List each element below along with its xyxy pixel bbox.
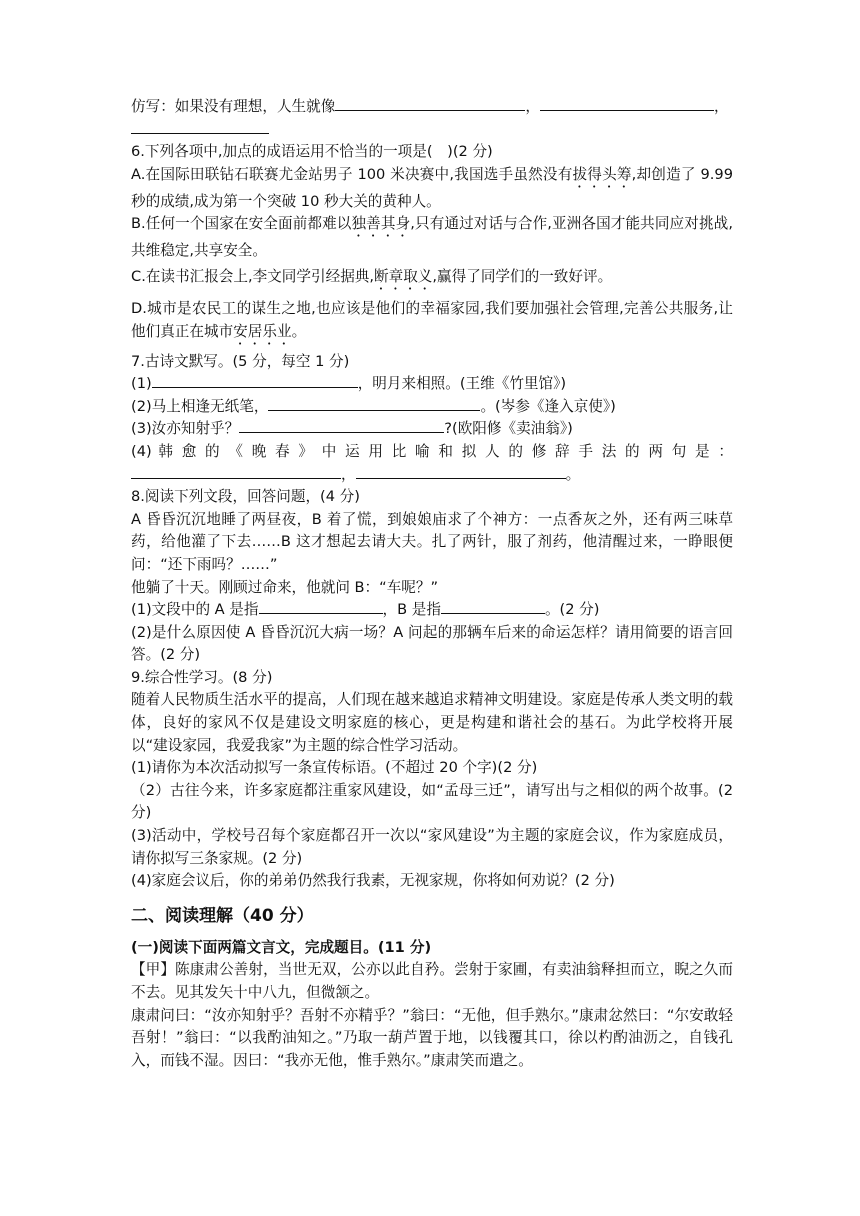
q9-sub-4: (4)家庭会议后，你的弟弟仍然我行我素，无视家规，你将如何劝说？(2 分) bbox=[131, 872, 615, 890]
line-text: (2)马上相逢无纸笔， bbox=[131, 397, 269, 415]
q6-option-d bbox=[131, 298, 733, 348]
option-text: 。 bbox=[291, 322, 307, 340]
imitation-comma: ， bbox=[713, 98, 729, 115]
imitation-line bbox=[131, 96, 733, 141]
line-text: ，明月来相照。(王维《竹里馆》) bbox=[357, 375, 567, 393]
q6-stem: 6.下列各项中,加点的成语运用不恰当的一项是( )(2 分) bbox=[131, 143, 493, 161]
q7-line-3 bbox=[131, 418, 733, 441]
q8-passage-2: 他躺了十天。刚顾过命来，他就问 B：“车呢？” bbox=[131, 578, 439, 596]
q6-option-a bbox=[131, 164, 733, 214]
answer-blank[interactable] bbox=[131, 119, 269, 134]
exam-page bbox=[131, 96, 733, 1072]
q8-passage-1: A 昏昏沉沉地睡了两昼夜，B 着了慌，到娘娘庙求了个神方：一点香灰之外，还有两三味草药，给他灌了下去……B 这才想起去请大夫。扎了两针，服了剂药，他清醒过来，一睁眼便问：“还下雨吗？……” bbox=[131, 510, 733, 573]
line-text: ?(欧阳修《卖油翁》) bbox=[444, 420, 573, 438]
line-text: 。 bbox=[565, 465, 581, 483]
q7-line-4: (4) 韩 愈 的 《 晚 春 》 中 运 用 比 喻 和 拟 人 的 修 辞 手 法 的 两 句 是 ： bbox=[131, 442, 733, 460]
imitation-comma: ， bbox=[525, 98, 540, 115]
dotted-idiom: 断章取义 bbox=[374, 267, 433, 285]
answer-blank[interactable] bbox=[259, 599, 383, 614]
option-text: A.在国际田联钻石联赛尤金站男子 100 米决赛中,我国选手虽然没有 bbox=[131, 165, 573, 183]
dotted-idiom: 安居乐业 bbox=[233, 322, 292, 340]
answer-blank[interactable] bbox=[131, 464, 341, 479]
answer-blank[interactable] bbox=[335, 96, 525, 111]
option-text: ,却创造了 9.99 秒的成绩,成为第一个突破 10 秒大关的黄种人。 bbox=[131, 165, 733, 210]
part-title: (一)阅读下面两篇文言文，完成题目。(11 分) bbox=[131, 938, 432, 956]
option-text: ,只有通过对话与合作,亚洲各国才能共同应对挑战,共维稳定,共享安全。 bbox=[131, 215, 733, 260]
answer-blank[interactable] bbox=[239, 418, 444, 433]
line-text: ， bbox=[341, 465, 356, 483]
q7-stem: 7.古诗文默写。(5 分，每空 1 分) bbox=[131, 352, 350, 370]
q7-line-5 bbox=[131, 464, 733, 487]
option-text: C.在读书汇报会上,李文同学引经据典, bbox=[131, 267, 375, 285]
q9-stem: 9.综合性学习。(8 分) bbox=[131, 668, 273, 686]
q6-option-c bbox=[131, 266, 733, 293]
passage-jia-2: 康肃问曰：“汝亦知射乎？吾射不亦精乎？”翁曰：“无他，但手熟尔。”康肃忿然曰：“尔安敢轻吾射！”翁曰：“以我酌油知之。”乃取一葫芦置于地，以钱覆其口，徐以杓酌油沥之，自钱孔入，而钱不湿。因曰：“我亦无他，惟手熟尔。”康肃笑而遣之。 bbox=[131, 1006, 733, 1069]
q9-sub-2: （2）古往今来，许多家庭都注重家风建设，如“孟母三迁”，请写出与之相似的两个故事。(2 分) bbox=[131, 781, 733, 822]
q6-option-b bbox=[131, 213, 733, 263]
option-text: ,赢得了同学们的一致好评。 bbox=[432, 267, 613, 285]
answer-blank[interactable] bbox=[152, 373, 358, 388]
option-text: B.任何一个国家在安全面前都难以 bbox=[131, 215, 352, 233]
line-text: 。(2 分) bbox=[544, 601, 600, 619]
imitation-prefix: 仿写：如果没有理想，人生就像 bbox=[131, 98, 336, 115]
line-text: 。(岑参《逢入京使》) bbox=[480, 397, 616, 415]
q8-stem: 8.阅读下列文段，回答问题，(4 分) bbox=[131, 488, 360, 506]
line-text: (3)汝亦知射乎？ bbox=[131, 420, 240, 438]
answer-blank[interactable] bbox=[356, 464, 566, 479]
line-text: (1) bbox=[131, 375, 152, 393]
dotted-idiom: 拔得头筹 bbox=[572, 165, 632, 183]
answer-blank[interactable] bbox=[268, 396, 480, 411]
answer-blank[interactable] bbox=[540, 96, 714, 111]
line-text: (1)文段中的 A 是指 bbox=[131, 601, 259, 619]
dotted-idiom: 独善其身 bbox=[351, 215, 411, 233]
q8-sub-2: (2)是什么原因使 A 昏昏沉沉大病一场？A 问起的那辆车后来的命运怎样？请用简要的语言回答。(2 分) bbox=[131, 623, 733, 664]
q7-line-1 bbox=[131, 373, 733, 396]
answer-blank[interactable] bbox=[441, 599, 545, 614]
line-text: ，B 是指 bbox=[382, 601, 441, 619]
q8-sub-1 bbox=[131, 599, 733, 622]
q9-intro: 随着人民物质生活水平的提高，人们现在越来越追求精神文明建设。家庭是传承人类文明的载体，良好的家风不仅是建设文明家庭的核心，更是构建和谐社会的基石。为此学校将开展以“建设家园，我爱我家”为主题的综合性学习活动。 bbox=[131, 691, 733, 754]
q9-sub-1: (1)请你为本次活动拟写一条宣传标语。(不超过 20 个字)(2 分) bbox=[131, 759, 538, 777]
q9-sub-3: (3)活动中，学校号召每个家庭都召开一次以“家风建设”为主题的家庭会议，作为家庭成员，请你拟写三条家规。(2 分) bbox=[131, 827, 733, 867]
passage-jia-1: 【甲】陈康肃公善射，当世无双，公亦以此自矜。尝射于家圃，有卖油翁释担而立，睨之久而不去。见其发矢十中八九，但微颔之。 bbox=[131, 961, 733, 1001]
section-title: 二、阅读理解（40 分） bbox=[131, 905, 314, 926]
option-text: D.城市是农民工的谋生之地,也应该是他们的幸福家园,我们要加强社会管理,完善公共服务,让他们真正在城市 bbox=[131, 299, 733, 340]
q7-line-2 bbox=[131, 396, 733, 419]
